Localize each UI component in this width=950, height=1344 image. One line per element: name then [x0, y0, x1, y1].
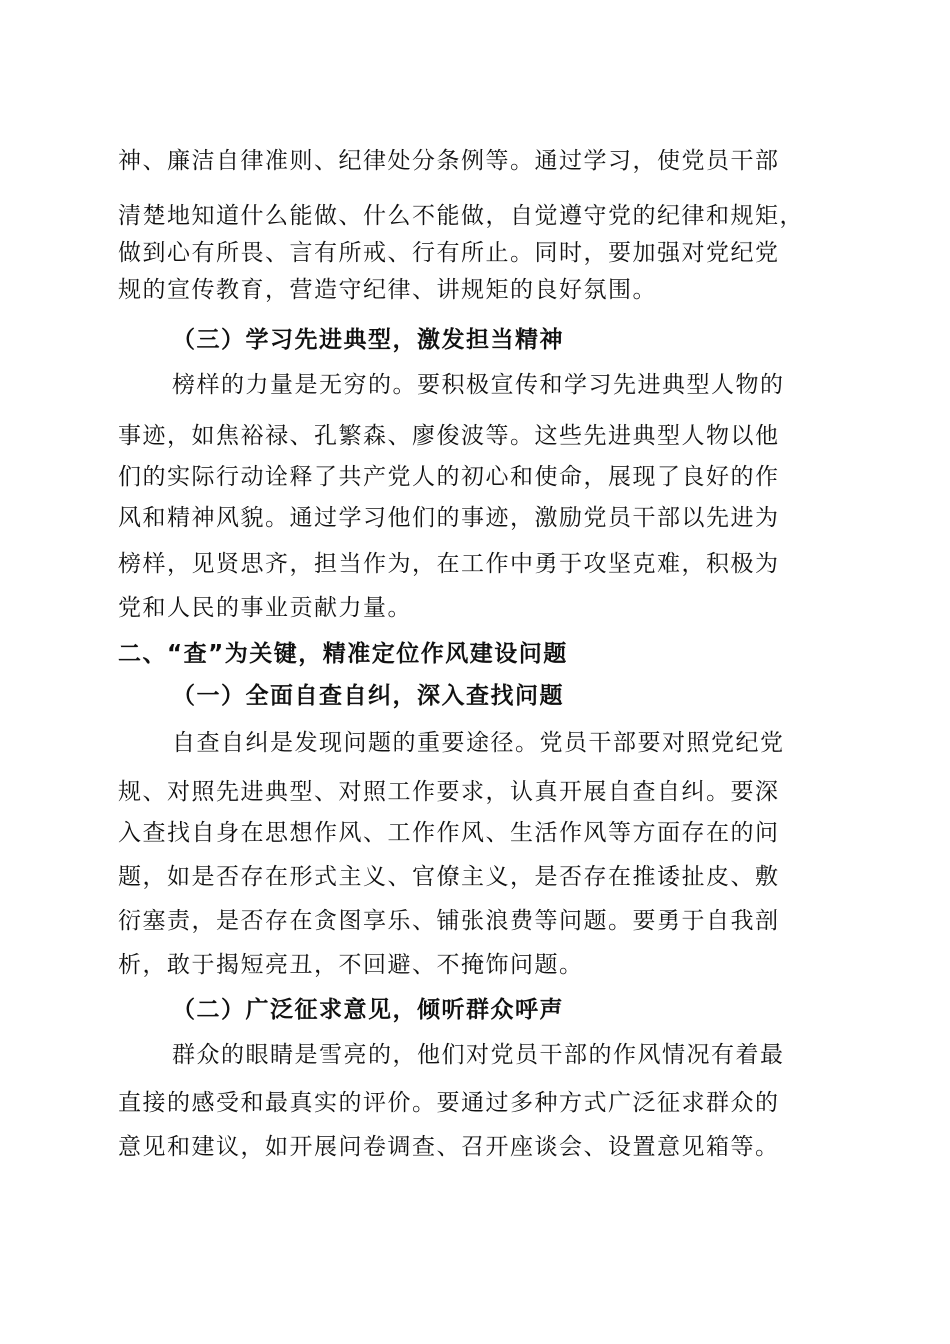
paragraph-line: 群众的眼睛是雪亮的，他们对党员干部的作风情况有着最	[172, 1042, 785, 1068]
paragraph-line: 衍塞责，是否存在贪图享乐、铺张浪费等问题。要勇于自我剖	[118, 908, 780, 934]
paragraph-line: 直接的感受和最真实的评价。要通过多种方式广泛征求群众的	[118, 1090, 780, 1116]
paragraph-line: 意见和建议，如开展问卷调查、召开座谈会、设置意见箱等。	[118, 1134, 780, 1160]
paragraph-line: 党和人民的事业贡献力量。	[118, 595, 412, 621]
paragraph-line: 入查找自身在思想作风、工作作风、生活作风等方面存在的问	[118, 820, 780, 846]
sub-heading-1: （一）全面自查自纠，深入查找问题	[172, 683, 564, 709]
paragraph-line: 自查自纠是发现问题的重要途径。党员干部要对照党纪党	[172, 730, 785, 756]
paragraph-line: 做到心有所畏、言有所戒、行有所止。同时，要加强对党纪党	[118, 240, 780, 266]
paragraph-line: 规、对照先进典型、对照工作要求，认真开展自查自纠。要深	[118, 779, 780, 805]
paragraph-line: 清楚地知道什么能做、什么不能做，自觉遵守党的纪律和规矩，	[118, 203, 804, 229]
paragraph-line: 风和精神风貌。通过学习他们的事迹，激励党员干部以先进为	[118, 505, 780, 531]
paragraph-line: 题，如是否存在形式主义、官僚主义，是否存在推诿扯皮、敷	[118, 864, 780, 890]
paragraph-line: 析，敢于揭短亮丑，不回避、不掩饰问题。	[118, 952, 584, 978]
paragraph-line: 事迹，如焦裕禄、孔繁森、廖俊波等。这些先进典型人物以他	[118, 423, 780, 449]
sub-heading-3: （三）学习先进典型，激发担当精神	[172, 327, 564, 353]
paragraph-line: 们的实际行动诠释了共产党人的初心和使命，展现了良好的作	[118, 464, 780, 490]
sub-heading-2: （二）广泛征求意见，倾听群众呼声	[172, 997, 564, 1023]
paragraph-line: 榜样的力量是无穷的。要积极宣传和学习先进典型人物的	[172, 372, 785, 398]
section-heading-2: 二、“查”为关键，精准定位作风建设问题	[118, 641, 568, 667]
paragraph-line: 神、廉洁自律准则、纪律处分条例等。通过学习，使党员干部	[118, 148, 780, 174]
paragraph-line: 榜样，见贤思齐，担当作为，在工作中勇于攻坚克难，积极为	[118, 551, 780, 577]
paragraph-line: 规的宣传教育，营造守纪律、讲规矩的良好氛围。	[118, 277, 657, 303]
